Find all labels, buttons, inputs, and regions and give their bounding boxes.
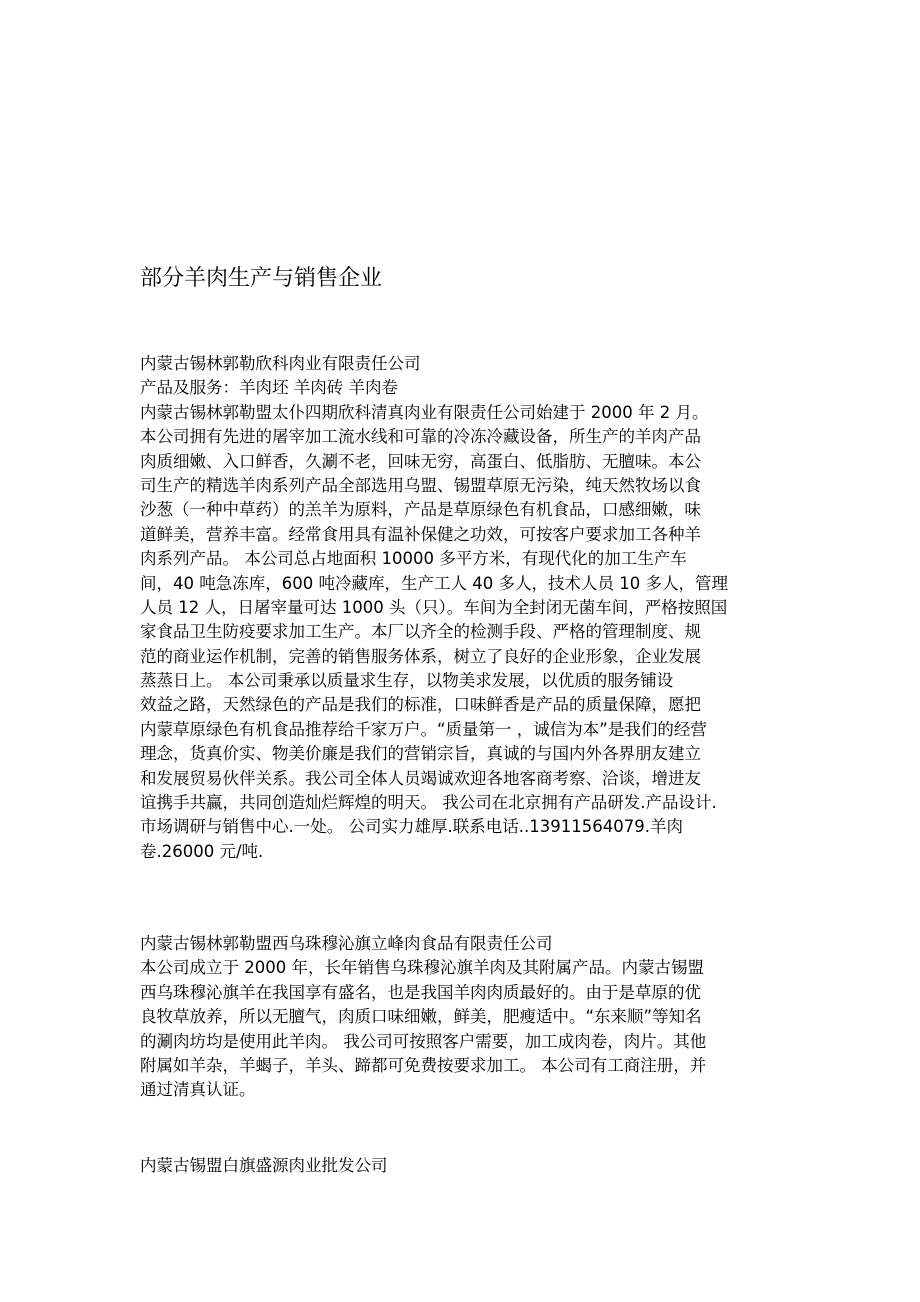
paragraph-line: 本公司拥有先进的屠宰加工流水线和可靠的冷冻冷藏设备，所生产的羊肉产品	[140, 427, 701, 447]
paragraph-line: 家食品卫生防疫要求加工生产。本厂以齐全的检测手段、严格的管理制度、规	[140, 622, 701, 642]
paragraph-line: 卷.26000 元/吨.	[140, 841, 264, 861]
paragraph-line: 人员 12 人，日屠宰量可达 1000 头（只）。车间为全封闭无菌车间，严格按照国	[140, 597, 728, 617]
company-name: 内蒙古锡林郭勒盟西乌珠穆沁旗立峰肉食品有限责任公司	[140, 934, 553, 953]
company-section	[140, 932, 788, 1103]
paragraph-line: 西乌珠穆沁旗羊在我国享有盛名，也是我国羊肉肉质最好的。由于是草原的优	[140, 982, 701, 1002]
paragraph-line: 附属如羊杂，羊蝎子，羊头、蹄都可免费按要求加工。 本公司有工商注册，并	[140, 1055, 707, 1075]
paragraph-line: 肉系列产品。 本公司总占地面积 10000 多平方米，有现代化的加工生产车	[140, 549, 687, 569]
company-section	[140, 1154, 788, 1178]
document-title: 部分羊肉生产与销售企业	[140, 266, 383, 291]
paragraph-line: 沙葱（一种中草药）的羔羊为原料，产品是草原绿色有机食品，口感细嫩，味	[140, 500, 701, 520]
paragraph-line: 产品及服务：羊肉坯 羊肉砖 羊肉卷	[140, 378, 398, 398]
paragraph-line: 肉质细嫩、入口鲜香，久涮不老，回味无穷，高蛋白、低脂肪、无膻味。本公	[140, 451, 701, 471]
paragraph-line: 本公司成立于 2000 年，长年销售乌珠穆沁旗羊肉及其附属产品。内蒙古锡盟	[140, 958, 704, 978]
paragraph-line: 市场调研与销售中心.一处。 公司实力雄厚.联系电话..13911564079.羊肉	[140, 817, 683, 837]
paragraph-line: 蒸蒸日上。 本公司秉承以质量求生存，以物美求发展，以优质的服务铺设	[140, 671, 674, 691]
paragraph-line: 谊携手共赢，共同创造灿烂辉煌的明天。 我公司在北京拥有产品研发.产品设计.	[140, 793, 717, 813]
company-name: 内蒙古锡盟白旗盛源肉业批发公司	[140, 1156, 388, 1175]
paragraph-line: 范的商业运作机制，完善的销售服务体系，树立了良好的企业形象，企业发展	[140, 646, 701, 666]
paragraph-line: 道鲜美，营养丰富。经常食用具有温补保健之功效，可按客户要求加工各种羊	[140, 524, 701, 544]
paragraph-line: 通过清真认证。	[140, 1080, 256, 1100]
paragraph-line: 良牧草放养，所以无膻气，肉质口味细嫩，鲜美，肥瘦适中。“东来顺”等知名	[140, 1007, 702, 1027]
paragraph-line: 和发展贸易伙伴关系。我公司全体人员竭诚欢迎各地客商考察、洽谈，增进友	[140, 768, 701, 788]
paragraph-line: 间，40 吨急冻库，600 吨冷藏库，生产工人 40 多人，技术人员 10 多人，管理	[140, 573, 728, 593]
paragraph-line: 的涮肉坊均是使用此羊肉。 我公司可按照客户需要，加工成肉卷，肉片。其他	[140, 1031, 707, 1051]
company-name: 内蒙古锡林郭勒欣科肉业有限责任公司	[140, 354, 421, 373]
paragraph-line: 理念，货真价实、物美价廉是我们的营销宗旨，真诚的与国内外各界朋友建立	[140, 744, 701, 764]
paragraph-line: 内蒙古锡林郭勒盟太仆四期欣科清真肉业有限责任公司始建于 2000 年 2 月。	[140, 402, 709, 422]
paragraph-line: 司生产的精选羊肉系列产品全部选用乌盟、锡盟草原无污染，纯天然牧场以食	[140, 475, 701, 495]
company-section	[140, 352, 788, 864]
paragraph-line: 效益之路，天然绿色的产品是我们的标准，口味鲜香是产品的质量保障，愿把	[140, 695, 701, 715]
paragraph-line: 内蒙草原绿色有机食品推荐给千家万户。“质量第一 ，诚信为本”是我们的经营	[140, 719, 707, 739]
